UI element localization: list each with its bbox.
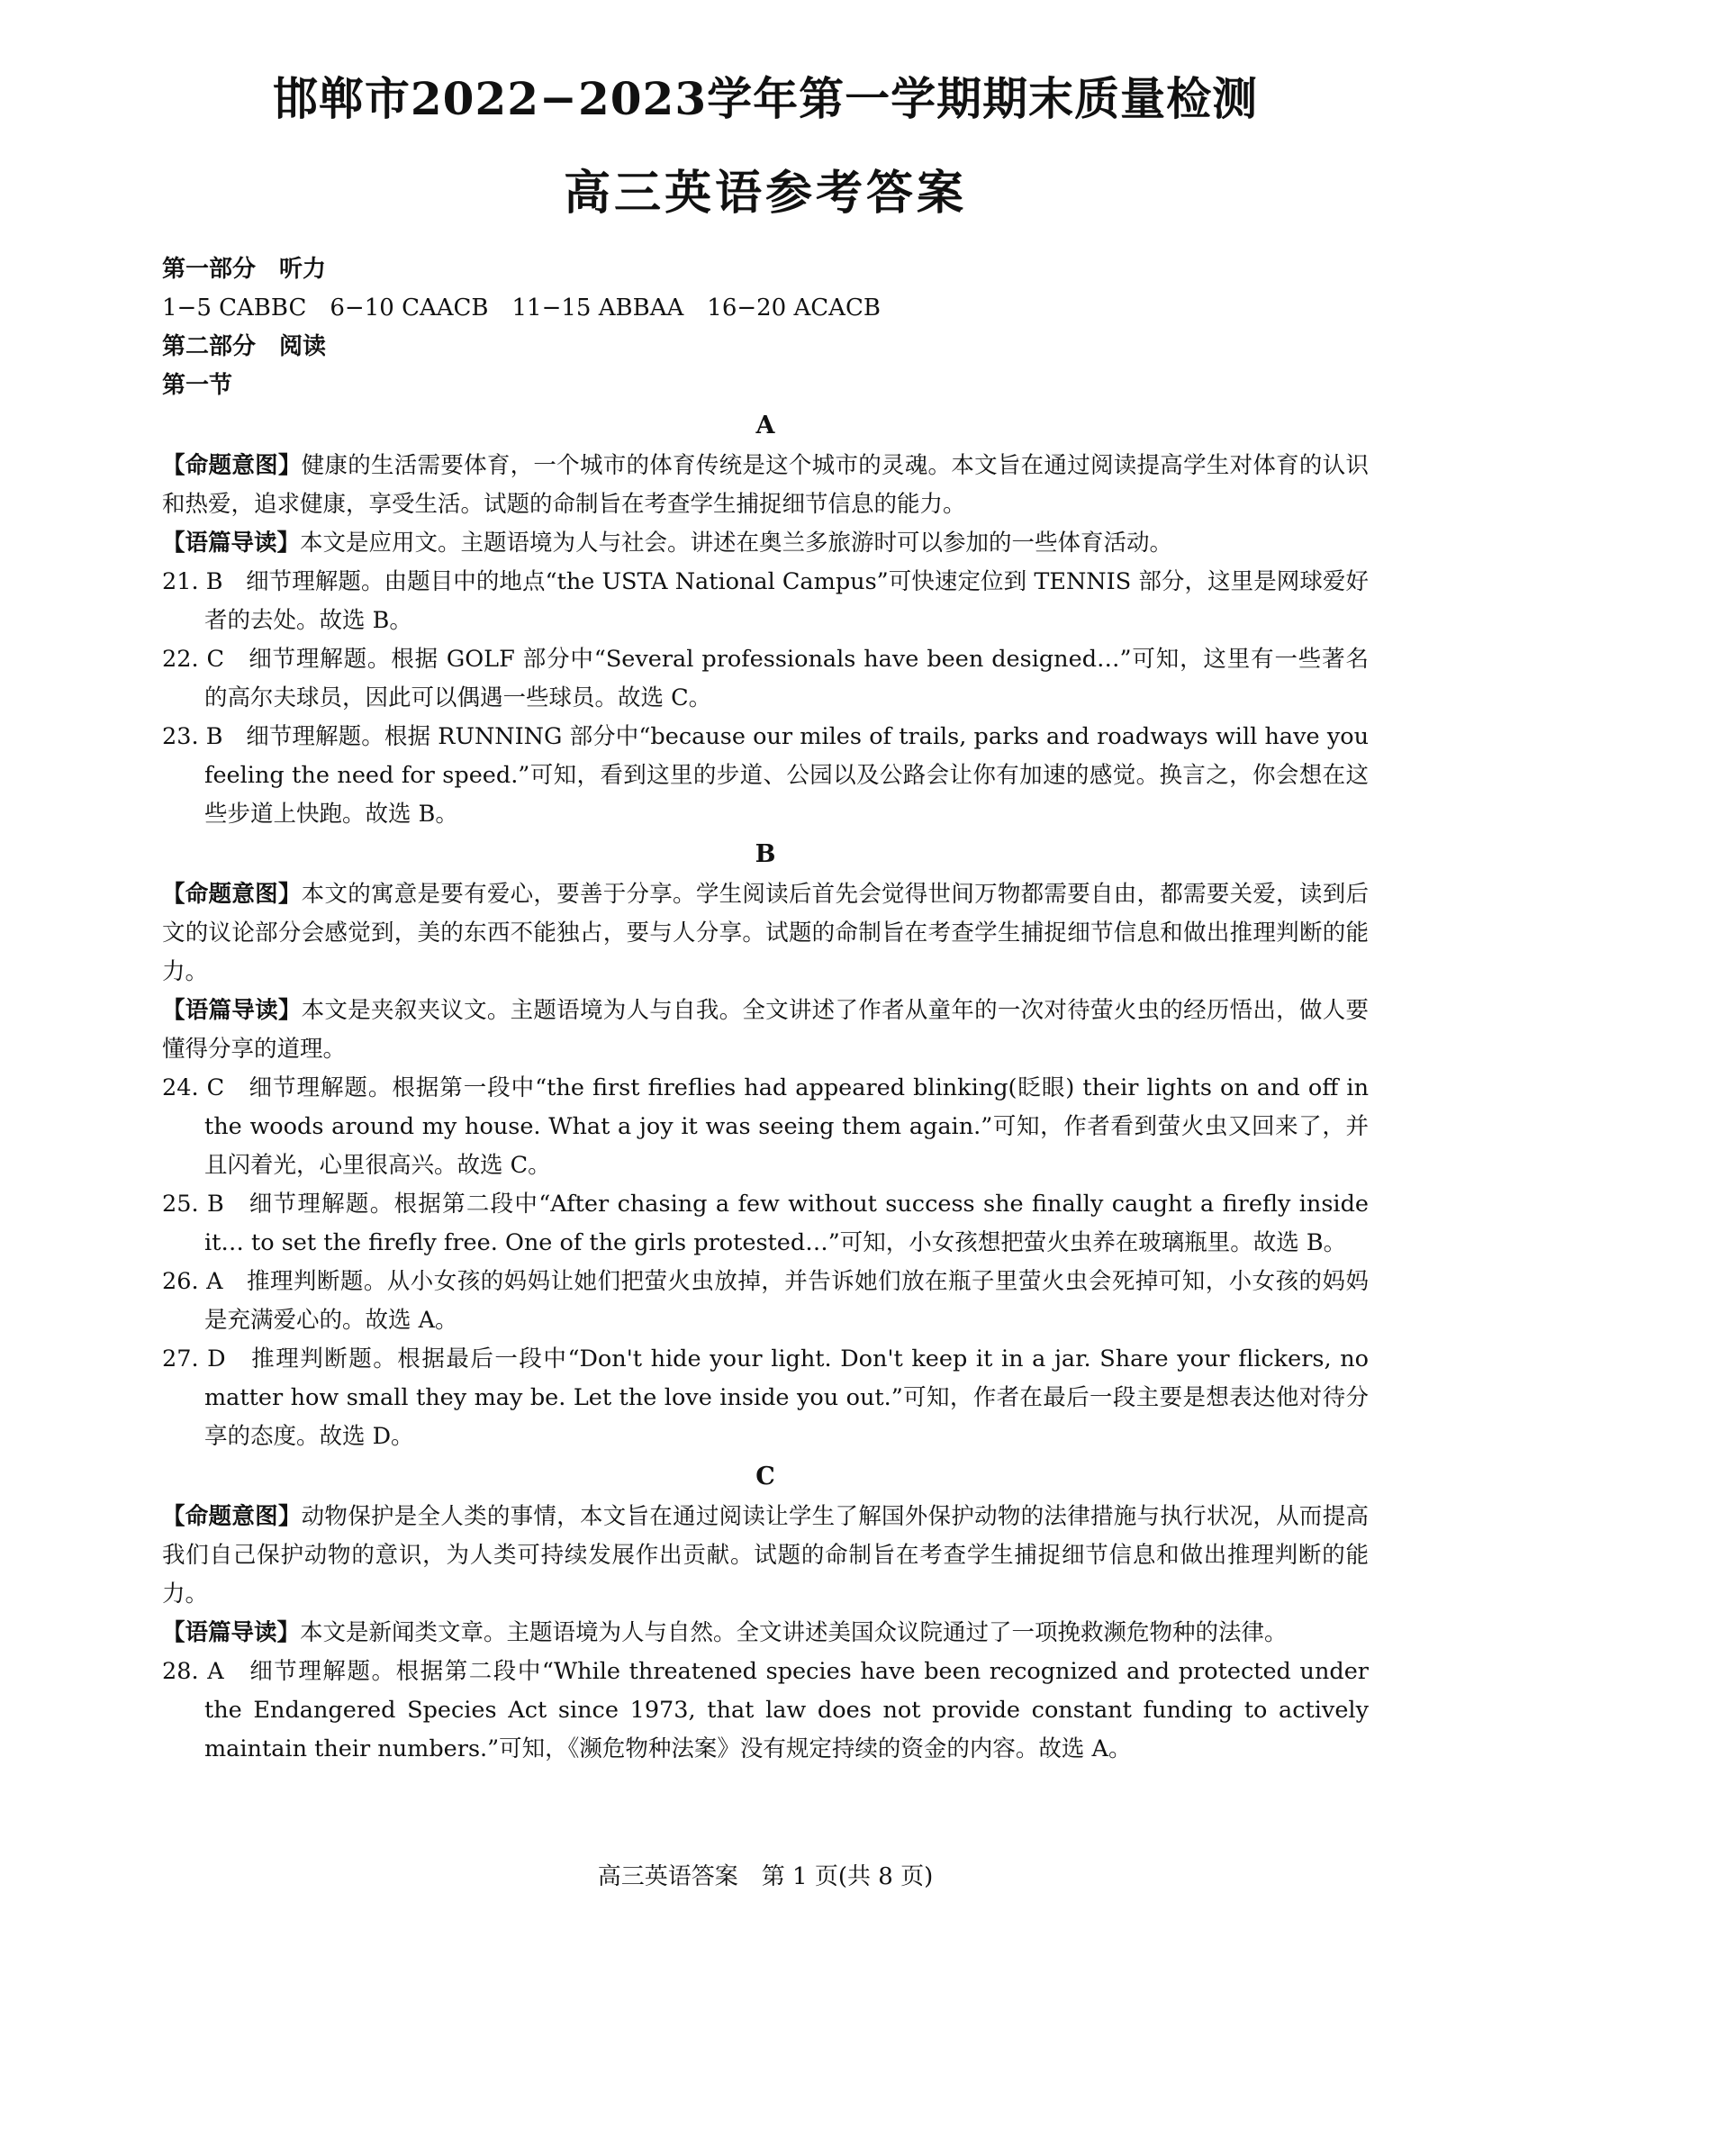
answer-item: 27. D 推理判断题。根据最后一段中“Don't hide your light. Don't keep it in a jar. Share your flickers, no matter how small they may be. Let the love inside you out.”可知，作者在最后一段主要是想表达他对待分享的态度。故选 D。 xyxy=(162,1345,1369,1450)
intent-text: 本文的寓意是要有爱心，要善于分享。学生阅读后首先会觉得世间万物都需要自由，都需要关爱，读到后文的议论部分会感觉到，美的东西不能独占，要与人分享。试题的命制旨在考查学生捕捉细节信息和做出推理判断的能力。 xyxy=(162,881,1369,985)
answer-item: 22. C 细节理解题。根据 GOLF 部分中“Several professionals have been designed…”可知，这里有一些著名的高尔夫球员，因此可以偶遇一些球员。故选 C。 xyxy=(162,646,1369,711)
guide-paragraph xyxy=(162,1614,1369,1653)
passage-letter: A xyxy=(755,412,775,439)
intent-paragraph xyxy=(162,447,1369,524)
intent-tag: 【命题意图】 xyxy=(162,1503,302,1530)
passage-letter: C xyxy=(755,1463,775,1490)
passage-letter: B xyxy=(755,840,776,868)
guide-text: 本文是新闻类文章。主题语境为人与自然。全文讲述美国众议院通过了一项挽救濒危物种的法律。 xyxy=(300,1619,1288,1646)
intent-paragraph xyxy=(162,875,1369,992)
intent-text: 动物保护是全人类的事情，本文旨在通过阅读让学生了解国外保护动物的法律措施与执行状况，从而提高我们自己保护动物的意识，为人类可持续发展作出贡献。试题的命制旨在考查学生捕捉细节信息和做出推理判断的能力。 xyxy=(162,1503,1369,1608)
guide-text: 本文是夹叙夹议文。主题语境为人与自我。全文讲述了作者从童年的一次对待萤火虫的经历悟出，做人要懂得分享的道理。 xyxy=(162,997,1369,1063)
document-body xyxy=(162,250,1369,1769)
page-footer: 高三英语答案 第 1 页(共 8 页) xyxy=(597,1863,934,1890)
answer-item: 25. B 细节理解题。根据第二段中“After chasing a few without success she finally caught a firefly inside it… to set the firefly free. One of the girls protested…”可知，小女孩想把萤火虫养在玻璃瓶里。故选 B。 xyxy=(162,1191,1369,1256)
guide-tag: 【语篇导读】 xyxy=(162,530,301,557)
intent-tag: 【命题意图】 xyxy=(162,881,302,908)
answer-item: 26. A 推理判断题。从小女孩的妈妈让她们把萤火虫放掉，并告诉她们放在瓶子里萤火虫会死掉可知，小女孩的妈妈是充满爱心的。故选 A。 xyxy=(162,1268,1369,1334)
answer-item: 21. B 细节理解题。由题目中的地点“the USTA National Campus”可快速定位到 TENNIS 部分，这里是网球爱好者的去处。故选 B。 xyxy=(162,568,1369,634)
intent-text: 健康的生活需要体育，一个城市的体育传统是这个城市的灵魂。本文旨在通过阅读提高学生对体育的认识和热爱，追求健康，享受生活。试题的命制旨在考查学生捕捉细节信息的能力。 xyxy=(162,452,1369,518)
intent-tag: 【命题意图】 xyxy=(162,452,302,479)
guide-text: 本文是应用文。主题语境为人与社会。讲述在奥兰多旅游时可以参加的一些体育活动。 xyxy=(300,530,1173,557)
part1-heading: 第一部分 听力 xyxy=(162,256,327,283)
answer-item: 24. C 细节理解题。根据第一段中“the first fireflies had appeared blinking(眨眼) their lights on and off in the woods around my house. What a joy it was seeing them again.”可知，作者看到萤火虫又回来了，并且闪着光，心里很高兴。故选 C。 xyxy=(162,1074,1369,1179)
guide-tag: 【语篇导读】 xyxy=(162,997,302,1024)
guide-paragraph xyxy=(162,524,1369,563)
document-title: 邯郸市2022−2023学年第一学期期末质量检测 xyxy=(272,72,1259,125)
answer-item: 23. B 细节理解题。根据 RUNNING 部分中“because our miles of trails, parks and roadways will have you feeling the need for speed.”可知，看到这里的步道、公园以及公路会让你有加速的感觉。换言之，你会想在这些步道上快跑。故选 B。 xyxy=(162,723,1369,828)
listening-answers: 1−5 CABBC 6−10 CAACB 11−15 ABBAA 16−20 ACACB xyxy=(162,294,881,322)
intent-paragraph xyxy=(162,1498,1369,1614)
part2-heading: 第二部分 阅读 xyxy=(162,333,327,360)
guide-tag: 【语篇导读】 xyxy=(162,1619,301,1646)
answer-item: 28. A 细节理解题。根据第二段中“While threatened species have been recognized and protected under the Endangered Species Act since 1973, that law does not provide constant funding to actively maintain their numbers.”可知，《濒危物种法案》没有规定持续的资金的内容。故选 A。 xyxy=(162,1658,1369,1762)
section-heading: 第一节 xyxy=(162,372,233,399)
guide-paragraph xyxy=(162,992,1369,1069)
document-subtitle: 高三英语参考答案 xyxy=(563,166,967,221)
